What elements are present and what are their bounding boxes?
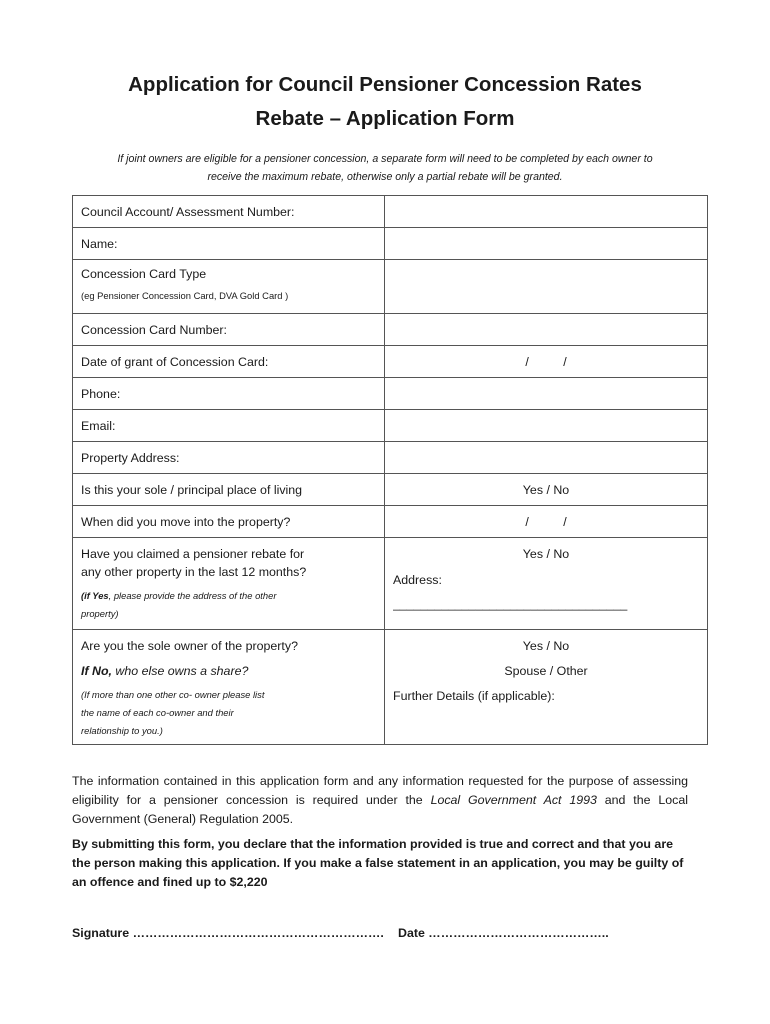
- label-claimed: [73, 538, 385, 630]
- card-type-hint: (eg Pensioner Concession Card, DVA Gold Card ): [81, 290, 289, 301]
- claimed-address-label: Address:: [393, 573, 442, 587]
- claimed-line2: any other property in the last 12 months?: [81, 565, 307, 579]
- application-form-table: [72, 195, 708, 745]
- claimed-yes-no[interactable]: Yes / No: [522, 547, 570, 561]
- label-property-address: Property Address:: [73, 442, 385, 474]
- field-claimed[interactable]: [385, 538, 708, 630]
- sole-owner-question: Are you the sole owner of the property?: [81, 639, 298, 653]
- intro-line1: If joint owners are eligible for a pensioner concession, a separate form will need to be completed by each owner to: [117, 153, 653, 165]
- further-details-label: Further Details (if applicable):: [393, 689, 555, 703]
- field-card-type[interactable]: [385, 260, 708, 314]
- row-card-type: [73, 260, 708, 314]
- field-sole-place[interactable]: Yes / No: [385, 474, 708, 506]
- label-card-type: [73, 260, 385, 314]
- field-name[interactable]: [385, 228, 708, 260]
- claimed-hint-rest: , please provide the address of the other: [108, 590, 277, 601]
- coowner-hint-line1: (If more than one other co- owner please list: [81, 689, 265, 700]
- field-phone[interactable]: [385, 378, 708, 410]
- label-sole-place: Is this your sole / principal place of living: [73, 474, 385, 506]
- if-no-question: [81, 662, 376, 680]
- if-no-label: If No,: [81, 664, 112, 678]
- label-sole-owner: [73, 630, 385, 745]
- row-account: [73, 196, 708, 228]
- field-card-number[interactable]: [385, 314, 708, 346]
- form-title-line1: Application for Council Pensioner Concession Rates: [128, 73, 642, 96]
- field-email[interactable]: [385, 410, 708, 442]
- intro-line2: receive the maximum rebate, otherwise only a partial rebate will be granted.: [207, 171, 563, 183]
- row-name: [73, 228, 708, 260]
- label-email: Email:: [73, 410, 385, 442]
- row-sole-owner: [73, 630, 708, 745]
- label-card-number: Concession Card Number:: [73, 314, 385, 346]
- label-move-in: When did you move into the property?: [73, 506, 385, 538]
- claimed-if-yes: (if Yes: [81, 590, 109, 601]
- card-type-label: Concession Card Type: [81, 267, 207, 281]
- label-account: Council Account/ Assessment Number:: [73, 196, 385, 228]
- claimed-line1: Have you claimed a pensioner rebate for: [81, 547, 305, 561]
- row-email: [73, 410, 708, 442]
- claimed-hint: [81, 587, 376, 623]
- form-title-line2: Rebate – Application Form: [255, 107, 515, 130]
- label-grant-date: Date of grant of Concession Card:: [73, 346, 385, 378]
- coowner-hint: [81, 686, 376, 740]
- row-phone: [73, 378, 708, 410]
- intro-note: [80, 150, 690, 186]
- field-sole-owner[interactable]: [385, 630, 708, 745]
- info-part1: The information contained in this application form and any information requested for the purpose of assessing eligibility for a pensioner concession is required under the: [72, 774, 688, 807]
- signature-line[interactable]: Signature …………………………………………………….: [72, 926, 384, 940]
- spouse-other[interactable]: Spouse / Other: [504, 664, 588, 678]
- claimed-hint-line2: property): [81, 608, 119, 619]
- row-property-address: [73, 442, 708, 474]
- declaration-paragraph: By submitting this form, you declare that the information provided is true and correct and that you are the person making this application. If you make a false statement in an application, you may be guilty of an offence and fined up to $2,220: [72, 837, 684, 889]
- label-phone: Phone:: [73, 378, 385, 410]
- claimed-address-line[interactable]: __________________________________: [393, 597, 628, 611]
- if-no-rest: who else owns a share?: [111, 664, 249, 678]
- field-grant-date[interactable]: / /: [385, 346, 708, 378]
- row-grant-date: [73, 346, 708, 378]
- coowner-hint-line2: the name of each co-owner and their: [81, 707, 234, 718]
- label-name: Name:: [73, 228, 385, 260]
- field-account[interactable]: [385, 196, 708, 228]
- coowner-hint-line3: relationship to you.): [81, 725, 163, 736]
- info-act: Local Government Act 1993: [430, 793, 597, 807]
- row-claimed: [73, 538, 708, 630]
- field-move-in[interactable]: / /: [385, 506, 708, 538]
- info-part2: and the Local Government (General) Regulation 2005.: [72, 793, 688, 826]
- info-paragraph: [72, 772, 688, 829]
- field-property-address[interactable]: [385, 442, 708, 474]
- date-line[interactable]: Date ……………………………………..: [398, 926, 609, 940]
- row-card-number: [73, 314, 708, 346]
- sole-owner-yes-no[interactable]: Yes / No: [522, 639, 570, 653]
- row-move-in: [73, 506, 708, 538]
- row-sole-place: [73, 474, 708, 506]
